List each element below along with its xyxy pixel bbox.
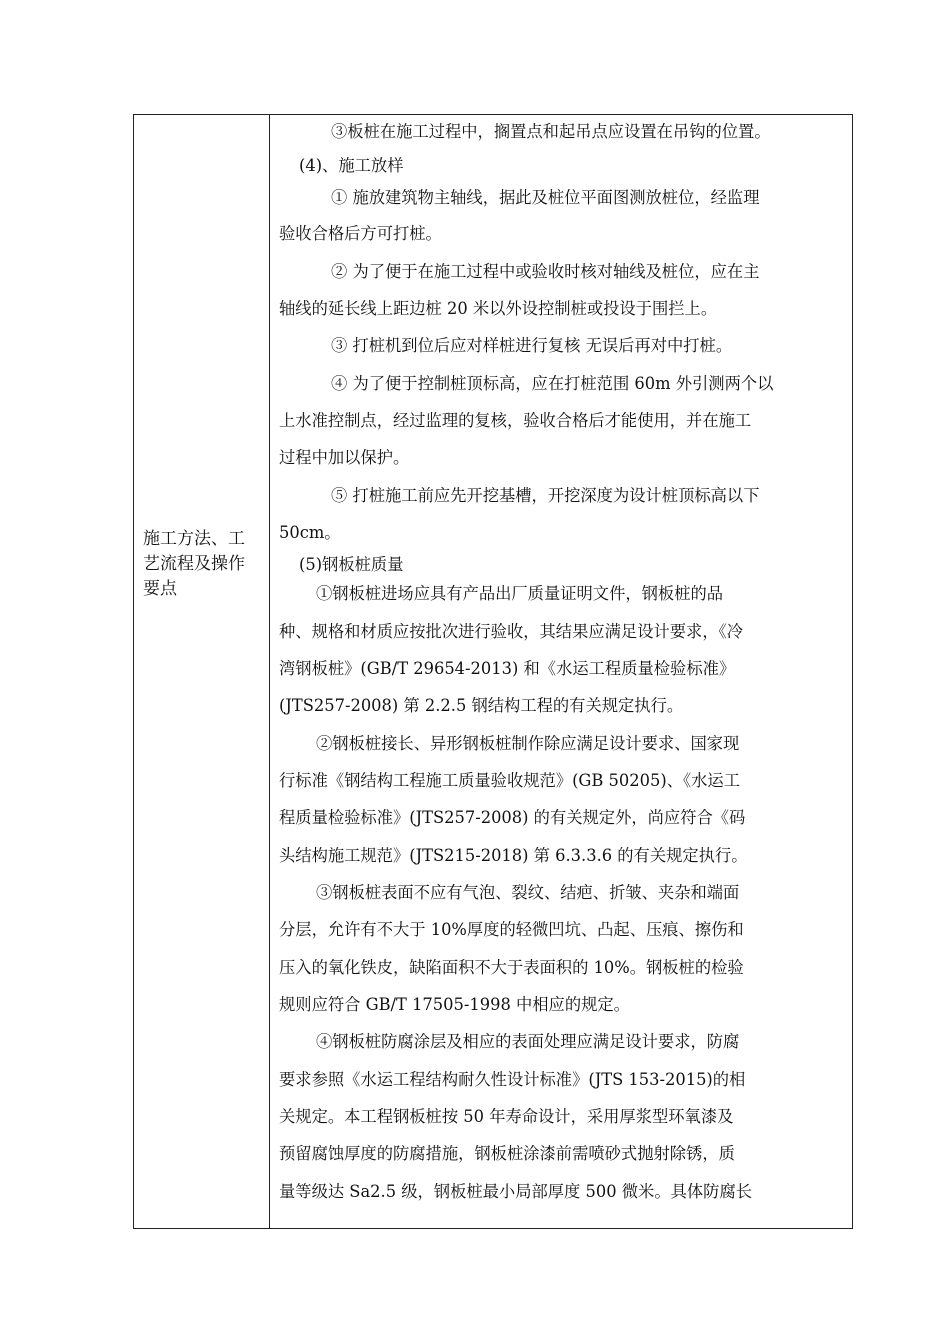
text-line: ③板桩在施工过程中，搁置点和起吊点应设置在吊钩的位置。 (331, 122, 771, 141)
text-line: ④ 为了便于控制桩顶标高，应在打桩范围 60m 外引测两个以 (331, 374, 774, 393)
text-line: 量等级达 Sa2.5 级，钢板桩最小局部厚度 500 微米。具体防腐长 (279, 1182, 753, 1201)
text-line: ②钢板桩接长、异形钢板桩制作除应满足设计要求、国家现 (316, 734, 740, 753)
text-line: ③ 打桩机到位后应对样桩进行复核 无误后再对中打桩。 (331, 336, 733, 355)
text-line: 行标准《钢结构工程施工质量验收规范》(GB 50205)、《水运工 (279, 771, 740, 790)
text-line: 分层，允许有不大于 10%厚度的轻微凹坑、凸起、压痕、擦伤和 (279, 920, 744, 939)
content-table (133, 114, 853, 1229)
text-line: ①钢板桩进场应具有产品出厂质量证明文件，钢板桩的品 (316, 584, 724, 603)
text-line: 压入的氧化铁皮，缺陷面积不大于表面积的 10%。钢板桩的检验 (279, 958, 744, 977)
text-line: ④钢板桩防腐涂层及相应的表面处理应满足设计要求，防腐 (316, 1032, 740, 1051)
text-line: 湾钢板桩》(GB/T 29654-2013) 和《水运工程质量检验标准》 (279, 659, 736, 678)
text-line: 头结构施工规范》(JTS215-2018) 第 6.3.3.6 的有关规定执行。 (279, 846, 748, 865)
text-line: 轴线的延长线上距边桩 20 米以外设控制桩或投设于围拦上。 (279, 299, 718, 318)
text-line: ① 施放建筑物主轴线，据此及桩位平面图测放桩位，经监理 (331, 188, 760, 207)
column-divider (269, 115, 270, 1228)
text-line: ② 为了便于在施工过程中或验收时核对轴线及桩位，应在主 (331, 262, 760, 281)
row-label-cell (143, 527, 263, 602)
section-heading: (5)钢板桩质量 (299, 555, 404, 574)
text-line: 程质量检验标准》(JTS257-2008) 的有关规定外，尚应符合《码 (279, 808, 746, 827)
text-line: 规则应符合 GB/T 17505-1998 中相应的规定。 (279, 995, 630, 1014)
section-heading: (4)、施工放样 (299, 156, 404, 175)
text-line: (JTS257-2008) 第 2.2.5 钢结构工程的有关规定执行。 (279, 696, 684, 715)
text-line: ⑤ 打桩施工前应先开挖基槽，开挖深度为设计桩顶标高以下 (331, 486, 760, 505)
text-line: 要求参照《水运工程结构耐久性设计标准》(JTS 153-2015)的相 (279, 1070, 746, 1089)
text-line: 过程中加以保护。 (279, 448, 410, 467)
row-label-line: 要点 (143, 579, 177, 599)
text-line: 验收合格后方可打桩。 (279, 224, 442, 243)
text-line: ③钢板桩表面不应有气泡、裂纹、结疤、折皱、夹杂和端面 (316, 883, 740, 902)
text-line: 种、规格和材质应按批次进行验收，其结果应满足设计要求，《冷 (279, 622, 744, 641)
row-label-line: 施工方法、工 (143, 529, 245, 549)
text-line: 上水准控制点，经过监理的复核，验收合格后才能使用，并在施工 (279, 411, 752, 430)
text-line: 关规定。本工程钢板桩按 50 年寿命设计，采用厚浆型环氧漆及 (279, 1107, 734, 1126)
text-line: 50cm。 (279, 523, 341, 542)
row-label-line: 艺流程及操作 (143, 554, 245, 574)
text-line: 预留腐蚀厚度的防腐措施，钢板桩涂漆前需喷砂式抛射除锈，质 (279, 1144, 735, 1163)
